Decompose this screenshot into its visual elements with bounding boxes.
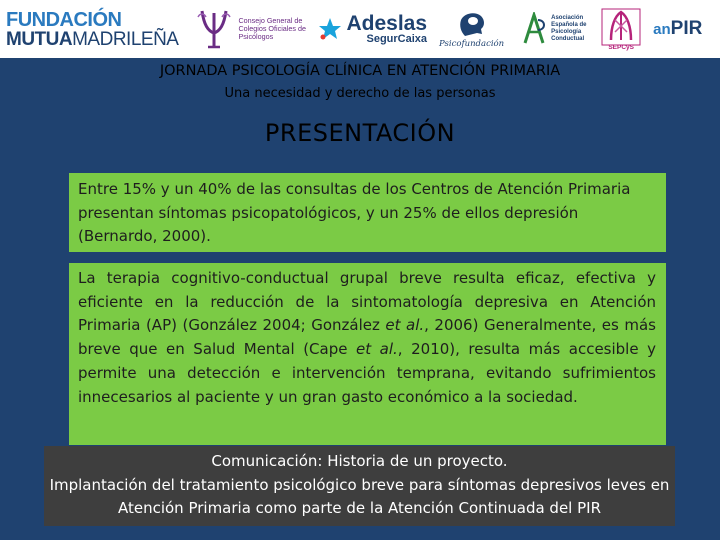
head-profile-icon [455, 10, 489, 38]
aepc-emblem-icon [522, 12, 548, 46]
event-title: JORNADA PSICOLOGÍA CLÍNICA EN ATENCIÓN PRIMARIA [159, 63, 561, 79]
psicofundacion-text: Psicofundación [439, 38, 505, 49]
sepcys-logo [601, 8, 641, 51]
statistics-text: Entre 15% y un 40% de las consultas de los Centros de Atención Primaria presentan síntomas psicopatológicos, y un 25% de ellos depresión (Bernardo, 2000). [78, 180, 631, 245]
aepc-logo-text: Asociación Española de Psicología Conductual [551, 15, 587, 42]
star-icon [318, 17, 342, 41]
aepc-logo [522, 12, 593, 46]
anpir-logo [653, 18, 702, 40]
communication-title: Comunicación: Historia de un proyecto. [211, 452, 508, 470]
therapy-box [69, 263, 666, 445]
adeslas-logo-text [346, 13, 427, 45]
communication-box [44, 446, 675, 526]
consejo-logo-text: Consejo General de Colegios Oficiales de Psicólogos [238, 15, 306, 42]
therapy-text: La terapia cognitivo-conductual grupal breve resulta eficaz, efectiva y eficiente en la reducción de la sintomatología depresiva en Atención Primaria (AP) (González 2004; González et al., 2006) Generalmente, es más breve que en Salud Mental (Cape et al., 2010), resulta más accesible y permite una detección e intervención temprana, evitando sufrimientos innecesarios al paciente y un gran gasto económico a la sociedad. [78, 269, 656, 406]
anpir-logo-pir: PIR [670, 18, 703, 39]
consejo-psicologos-logo [194, 7, 308, 51]
adeslas-name: Adeslas [346, 12, 428, 35]
heading [0, 62, 720, 103]
sepcys-logo-text: SEPCyS [608, 43, 634, 51]
anpir-logo-an: an [653, 20, 671, 38]
fundacion-logo-line1: FUNDACIÓN [6, 8, 122, 31]
fundacion-logo-line2: MUTUAMADRILEÑA [6, 28, 179, 50]
statistics-box [69, 173, 666, 252]
psicofundacion-logo [439, 10, 504, 49]
segurcaixa-name: SegurCaixa [366, 33, 428, 45]
event-subtitle: Una necesidad y derecho de las personas [224, 86, 496, 101]
fundacion-mutua-madrilena-logo [6, 10, 178, 49]
logo-bar [0, 0, 720, 58]
adeslas-logo [318, 13, 427, 45]
communication-description: Implantación del tratamiento psicológico breve para síntomas depresivos leves en Atención Primaria como parte de la Atención Continuada del PIR [49, 475, 670, 517]
psi-emblem-icon [194, 7, 234, 51]
section-title: PRESENTACIÓN [264, 119, 456, 147]
sepcys-emblem-icon [601, 8, 641, 46]
